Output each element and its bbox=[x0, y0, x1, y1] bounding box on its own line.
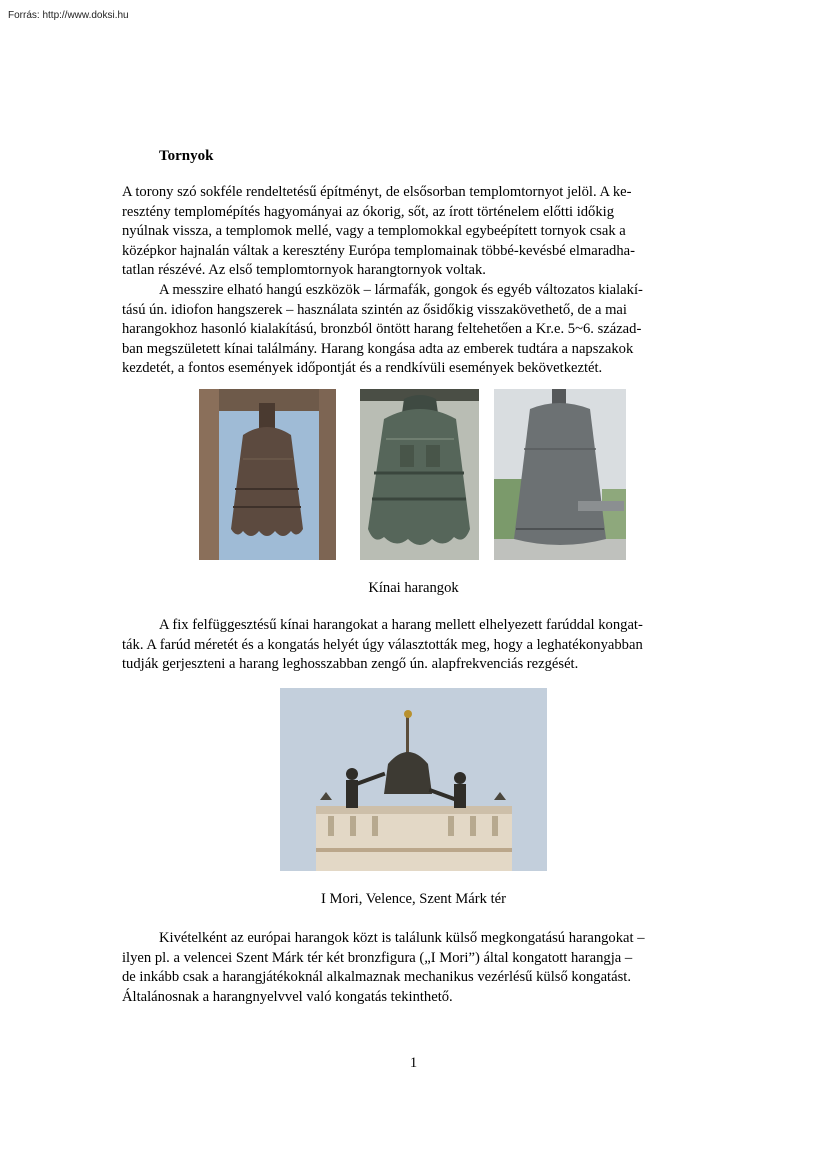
text-line: középkor hajnalán váltak a keresztény Európa templomainak többé-kevésbé elmaradha- bbox=[122, 242, 635, 259]
paragraph-towers bbox=[122, 183, 707, 379]
text-line: nyúlnak vissza, a templomok mellé, vagy a templomokkal egybeépített tornyok csak a bbox=[122, 223, 626, 240]
source-url: Forrás: http://www.doksi.hu bbox=[8, 10, 129, 21]
figure-caption-i-mori: I Mori, Velence, Szent Márk tér bbox=[321, 891, 506, 907]
text-line: Kivételként az európai harangok közt is találunk külső megkongatású harangokat – bbox=[159, 930, 645, 946]
text-line: harangokhoz hasonló kialakítású, bronzból öntött harang feltehetően a Kr.e. 5~6. század- bbox=[122, 321, 642, 338]
paragraph-chinese-bells bbox=[122, 616, 707, 675]
i-mori-photo bbox=[280, 688, 547, 871]
text-line: Általánosnak a harangnyelvvel való kongatás tekinthető. bbox=[122, 988, 453, 1005]
text-line: de inkább csak a harangjátékoknál alkalmaznak mechanikus vezérlésű külső kongatást. bbox=[122, 969, 631, 986]
chinese-bell-photo-1 bbox=[199, 389, 336, 560]
paragraph-external-striking bbox=[122, 929, 707, 1007]
text-line: A torony szó sokféle rendeltetésű építményt, de elsősorban templomtornyot jelöl. A ke- bbox=[122, 184, 632, 200]
chinese-bell-photo-3 bbox=[494, 389, 626, 560]
chinese-bell-photo-2 bbox=[360, 389, 479, 560]
section-heading: Tornyok bbox=[159, 148, 214, 164]
text-line: A fix felfüggesztésű kínai harangokat a harang mellett elhelyezett farúddal kongat- bbox=[159, 617, 643, 633]
text-line: ilyen pl. a velencei Szent Márk tér két bronzfigura („I Mori”) által kongatott harangja – bbox=[122, 949, 633, 966]
text-line: A messzire elható hangú eszközök – lármafák, gongok és egyéb változatos kialakí- bbox=[159, 281, 643, 298]
text-line: ták. A farúd méretét és a kongatás helyét úgy választották meg, hogy a leghatékonyabban bbox=[122, 636, 643, 653]
figure-caption-chinese-bells: Kínai harangok bbox=[368, 580, 459, 596]
text-line: tású ún. idiofon hangszerek – használata szintén az ősidőkig visszakövethető, de a mai bbox=[122, 301, 627, 318]
text-line: tudják gerjeszteni a harang leghosszabban zengő ún. alapfrekvenciás rezgését. bbox=[122, 656, 579, 673]
text-line: ban megszületett kínai találmány. Harang kongása adta az emberek tudtára a napszakok bbox=[122, 340, 634, 357]
text-line: resztény templomépítés hagyományai az ókorig, sőt, az írott történelem előtti időkig bbox=[122, 203, 614, 220]
text-line: tatlan részévé. Az első templomtornyok harangtornyok voltak. bbox=[122, 262, 486, 279]
text-line: kezdetét, a fontos események időpontját és a rendkívüli események bekövetkeztét. bbox=[122, 360, 603, 377]
page-number: 1 bbox=[409, 1055, 418, 1071]
